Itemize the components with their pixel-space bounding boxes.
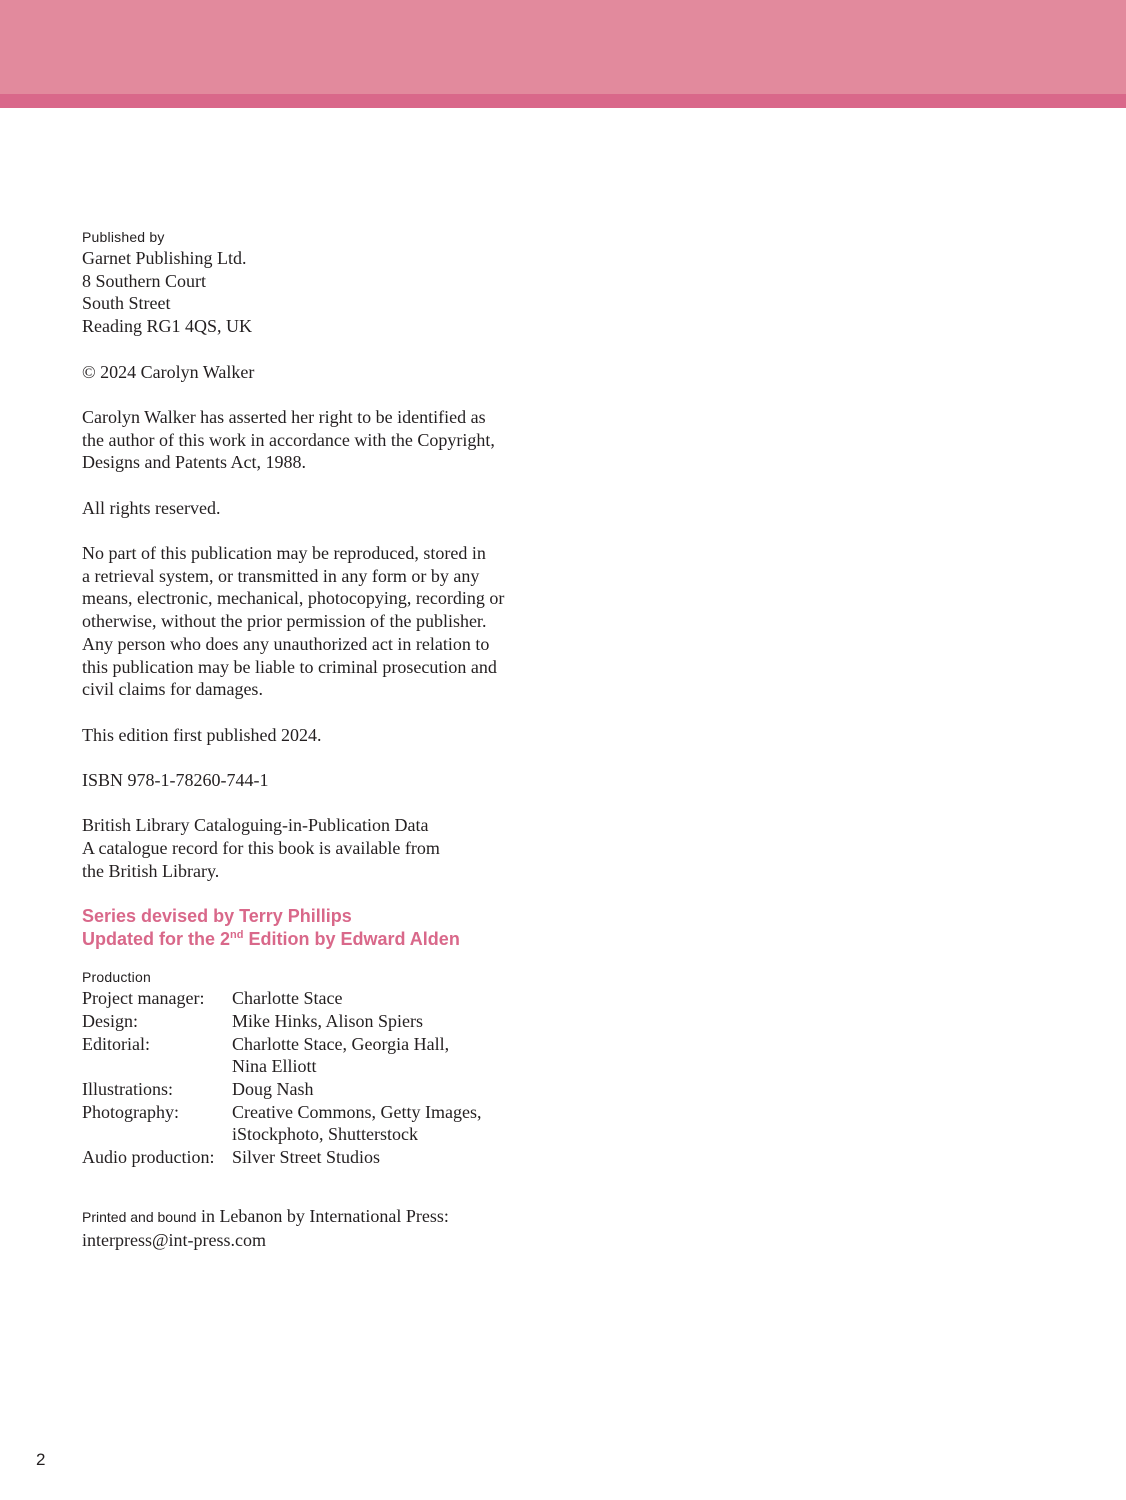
ordinal-suffix: nd [230, 929, 244, 942]
edition-update-credit [82, 928, 562, 951]
notice-line: a retrieval system, or transmitted in any form or by any [82, 565, 480, 586]
publisher-line: South Street [82, 293, 171, 314]
production-role: Photography: [82, 1101, 179, 1122]
printed-bound-label: Printed and bound [82, 1208, 197, 1225]
production-heading: Production [82, 969, 151, 986]
printer-email: interpress@int-press.com [82, 1229, 267, 1250]
series-devised-credit: Series devised by Terry Phillips [82, 906, 352, 927]
moral-rights-assertion [82, 406, 562, 474]
cip-line: British Library Cataloguing-in-Publication Data [82, 815, 429, 836]
production-row [82, 1101, 481, 1146]
printer-name: in Lebanon by International Press: [196, 1205, 449, 1226]
series-credits [82, 905, 562, 951]
imprint-page-content [82, 228, 562, 1251]
publisher-line: 8 Southern Court [82, 270, 206, 291]
production-names [232, 987, 481, 1010]
production-row [82, 1146, 481, 1169]
update-credit-text: Updated for the 2 [82, 929, 231, 950]
production-name: Mike Hinks, Alison Spiers [232, 1010, 424, 1031]
production-name: Charlotte Stace, Georgia Hall, [232, 1033, 450, 1054]
notice-line: civil claims for damages. [82, 679, 263, 700]
header-accent-stripe [0, 94, 1126, 108]
production-row [82, 1078, 481, 1101]
production-names [232, 1010, 481, 1033]
production-name: Silver Street Studios [232, 1147, 380, 1168]
production-names [232, 1101, 481, 1146]
reproduction-notice [82, 542, 562, 701]
production-table [82, 987, 481, 1169]
assertion-line: Carolyn Walker has asserted her right to be identified as [82, 406, 486, 427]
isbn: ISBN 978-1-78260-744-1 [82, 770, 269, 791]
production-credits [82, 968, 562, 1169]
notice-line: No part of this publication may be reproduced, stored in [82, 543, 486, 564]
production-role: Illustrations: [82, 1079, 173, 1100]
production-name: Doug Nash [232, 1079, 314, 1100]
production-name: iStockphoto, Shutterstock [232, 1124, 418, 1145]
publisher-line: Garnet Publishing Ltd. [82, 248, 247, 268]
production-role: Project manager: [82, 988, 205, 1009]
production-role: Editorial: [82, 1033, 150, 1054]
production-names [232, 1146, 481, 1169]
cip-line: A catalogue record for this book is available from [82, 838, 440, 859]
printer-block [82, 1205, 562, 1251]
publisher-block [82, 228, 562, 338]
page-number: 2 [36, 1450, 46, 1469]
production-role: Audio production: [82, 1147, 215, 1168]
notice-line: means, electronic, mechanical, photocopying, recording or [82, 588, 505, 609]
edition-statement: This edition first published 2024. [82, 724, 322, 745]
notice-line: Any person who does any unauthorized act in relation to [82, 633, 490, 654]
printer-line [82, 1205, 562, 1229]
cip-line: the British Library. [82, 860, 220, 881]
production-name: Charlotte Stace [232, 988, 343, 1009]
production-row [82, 1010, 481, 1033]
production-name: Nina Elliott [232, 1056, 317, 1077]
cip-statement [82, 814, 562, 882]
assertion-line: the author of this work in accordance with the Copyright, [82, 429, 495, 450]
rights-reserved: All rights reserved. [82, 497, 221, 518]
publisher-line: Reading RG1 4QS, UK [82, 316, 252, 337]
copyright-line: © 2024 Carolyn Walker [82, 361, 255, 382]
update-credit-text: Edition by Edward Alden [243, 929, 460, 950]
production-role: Design: [82, 1010, 138, 1031]
assertion-line: Designs and Patents Act, 1988. [82, 452, 306, 473]
production-row [82, 1033, 481, 1078]
notice-line: this publication may be liable to criminal prosecution and [82, 656, 497, 677]
production-name: Creative Commons, Getty Images, [232, 1101, 482, 1122]
production-row [82, 987, 481, 1010]
published-by-heading: Published by [82, 229, 165, 245]
production-names [232, 1033, 481, 1078]
production-names [232, 1078, 481, 1101]
header-color-band [0, 0, 1126, 94]
notice-line: otherwise, without the prior permission of the publisher. [82, 611, 487, 632]
